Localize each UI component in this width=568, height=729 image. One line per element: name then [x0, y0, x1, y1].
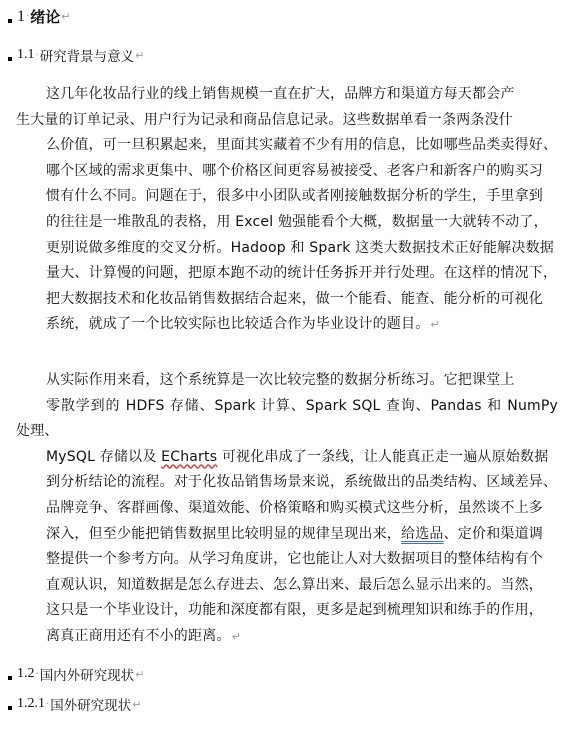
- space-mark: ·: [35, 668, 39, 680]
- heading-number: 1.2.1: [17, 696, 45, 711]
- body-paragraph-2[interactable]: [16, 368, 558, 650]
- paragraph-mark-icon: ↵: [135, 667, 145, 681]
- heading-bullet: [8, 706, 12, 710]
- text-line: [16, 445, 558, 471]
- paragraph-mark-icon: ↵: [132, 697, 142, 711]
- text-line: 到分析结论的流程。对于化妆品销售场景来说，系统做出的品类结构、区域差异、: [46, 474, 558, 491]
- heading-bullet: [8, 676, 12, 680]
- text-line: 量大、计算慢的问题，把原本跑不动的统计任务拆开并行处理。在这样的情况下，: [46, 265, 558, 282]
- text-line-content: 系统，就成了一个比较实际也比较适合作为毕业设计的题目。: [46, 316, 430, 333]
- text-line: 这几年化妆品行业的线上销售规模一直在扩大，品牌方和渠道方每天都会产: [46, 86, 515, 102]
- heading-title: 国内外研究现状: [39, 668, 135, 684]
- heading-number: 1.2: [17, 666, 35, 681]
- heading-bullet: [8, 57, 12, 61]
- paragraph-mark-icon: ↵: [61, 10, 71, 23]
- heading-number: 1: [17, 7, 25, 25]
- text-line: [16, 522, 558, 548]
- space-mark: ·: [26, 11, 30, 22]
- heading-level1[interactable]: [8, 6, 70, 27]
- spellcheck-flagged-word[interactable]: ECharts: [161, 448, 218, 465]
- text-line: 这只是一个毕业设计，功能和深度都有限，更多是起到梳理知识和练手的作用，: [46, 602, 543, 619]
- text-segment: MySQL 存储以及: [46, 448, 162, 465]
- heading-title: 绪论: [30, 8, 61, 26]
- text-line: 更别说做多维度的交叉分析。Hadoop 和 Spark 这类大数据技术正好能解决数据: [46, 239, 554, 256]
- text-line-content: 离真正商用还有不小的距离。: [46, 627, 231, 644]
- text-line-last: [16, 624, 558, 650]
- text-line: 从实际作用来看，这个系统算是一次比较完整的数据分析练习。它把课堂上: [46, 372, 515, 388]
- body-paragraph-1[interactable]: [16, 82, 558, 338]
- text-line: 零散学到的 HDFS 存储、Spark 计算、Spark SQL 查询、Pandas 和 NumPy 处理、: [16, 397, 558, 440]
- heading-bullet: [8, 19, 12, 23]
- text-segment: 深入，但至少能把销售数据里比较明显的规律呈现出来，: [46, 525, 401, 542]
- space-mark: ·: [35, 49, 39, 61]
- text-segment: 可视化串成了一条线，让人能真正走一遍从原始数据: [217, 448, 549, 465]
- heading-level2-background[interactable]: [8, 45, 144, 65]
- text-line: 哪个区域的需求更集中、哪个价格区间更容易被接受、老客户和新客户的购买习: [46, 162, 543, 179]
- text-line: 品牌竞争、客群画像、渠道效能、价格策略和购买模式这些分析，虽然谈不上多: [46, 499, 543, 516]
- grammar-flagged-word[interactable]: 给选品: [401, 525, 444, 542]
- text-line: 整提供一个参考方向。从学习角度讲，它也能让人对大数据项目的整体结构有个: [46, 551, 543, 568]
- paragraph-mark-icon: ↵: [135, 48, 145, 62]
- text-line-last: [16, 312, 558, 338]
- heading-level3-foreign-status[interactable]: [8, 694, 141, 714]
- text-segment: 、定价和渠道调: [443, 525, 544, 542]
- text-line: 的往往是一堆散乱的表格，用 Excel 勉强能看个大概，数据量一大就转不动了，: [46, 213, 548, 230]
- text-line: 惯有什么不同。问题在于，很多中小团队或者刚接触数据分析的学生，手里拿到: [46, 188, 543, 205]
- heading-title: 国外研究现状: [50, 698, 132, 714]
- text-line: 生大量的订单记录、用户行为记录和商品信息记录。这些数据单看一条两条没什: [16, 111, 513, 128]
- paragraph-mark-icon: ↵: [430, 318, 440, 332]
- heading-title: 研究背景与意义: [39, 49, 135, 65]
- paragraph-mark-icon: ↵: [231, 629, 242, 643]
- heading-number: 1.1: [17, 47, 35, 62]
- space-mark: ·: [46, 698, 50, 710]
- heading-level2-research-status[interactable]: [8, 664, 144, 684]
- text-line: 么价值，可一旦积累起来，里面其实藏着不少有用的信息，比如哪些品类卖得好、: [46, 137, 558, 154]
- text-line: 直观认识，知道数据是怎么存进去、怎么算出来、最后怎么显示出来的。当然，: [46, 576, 543, 593]
- text-line: 把大数据技术和化妆品销售数据结合起来，做一个能看、能查、能分析的可视化: [46, 290, 543, 307]
